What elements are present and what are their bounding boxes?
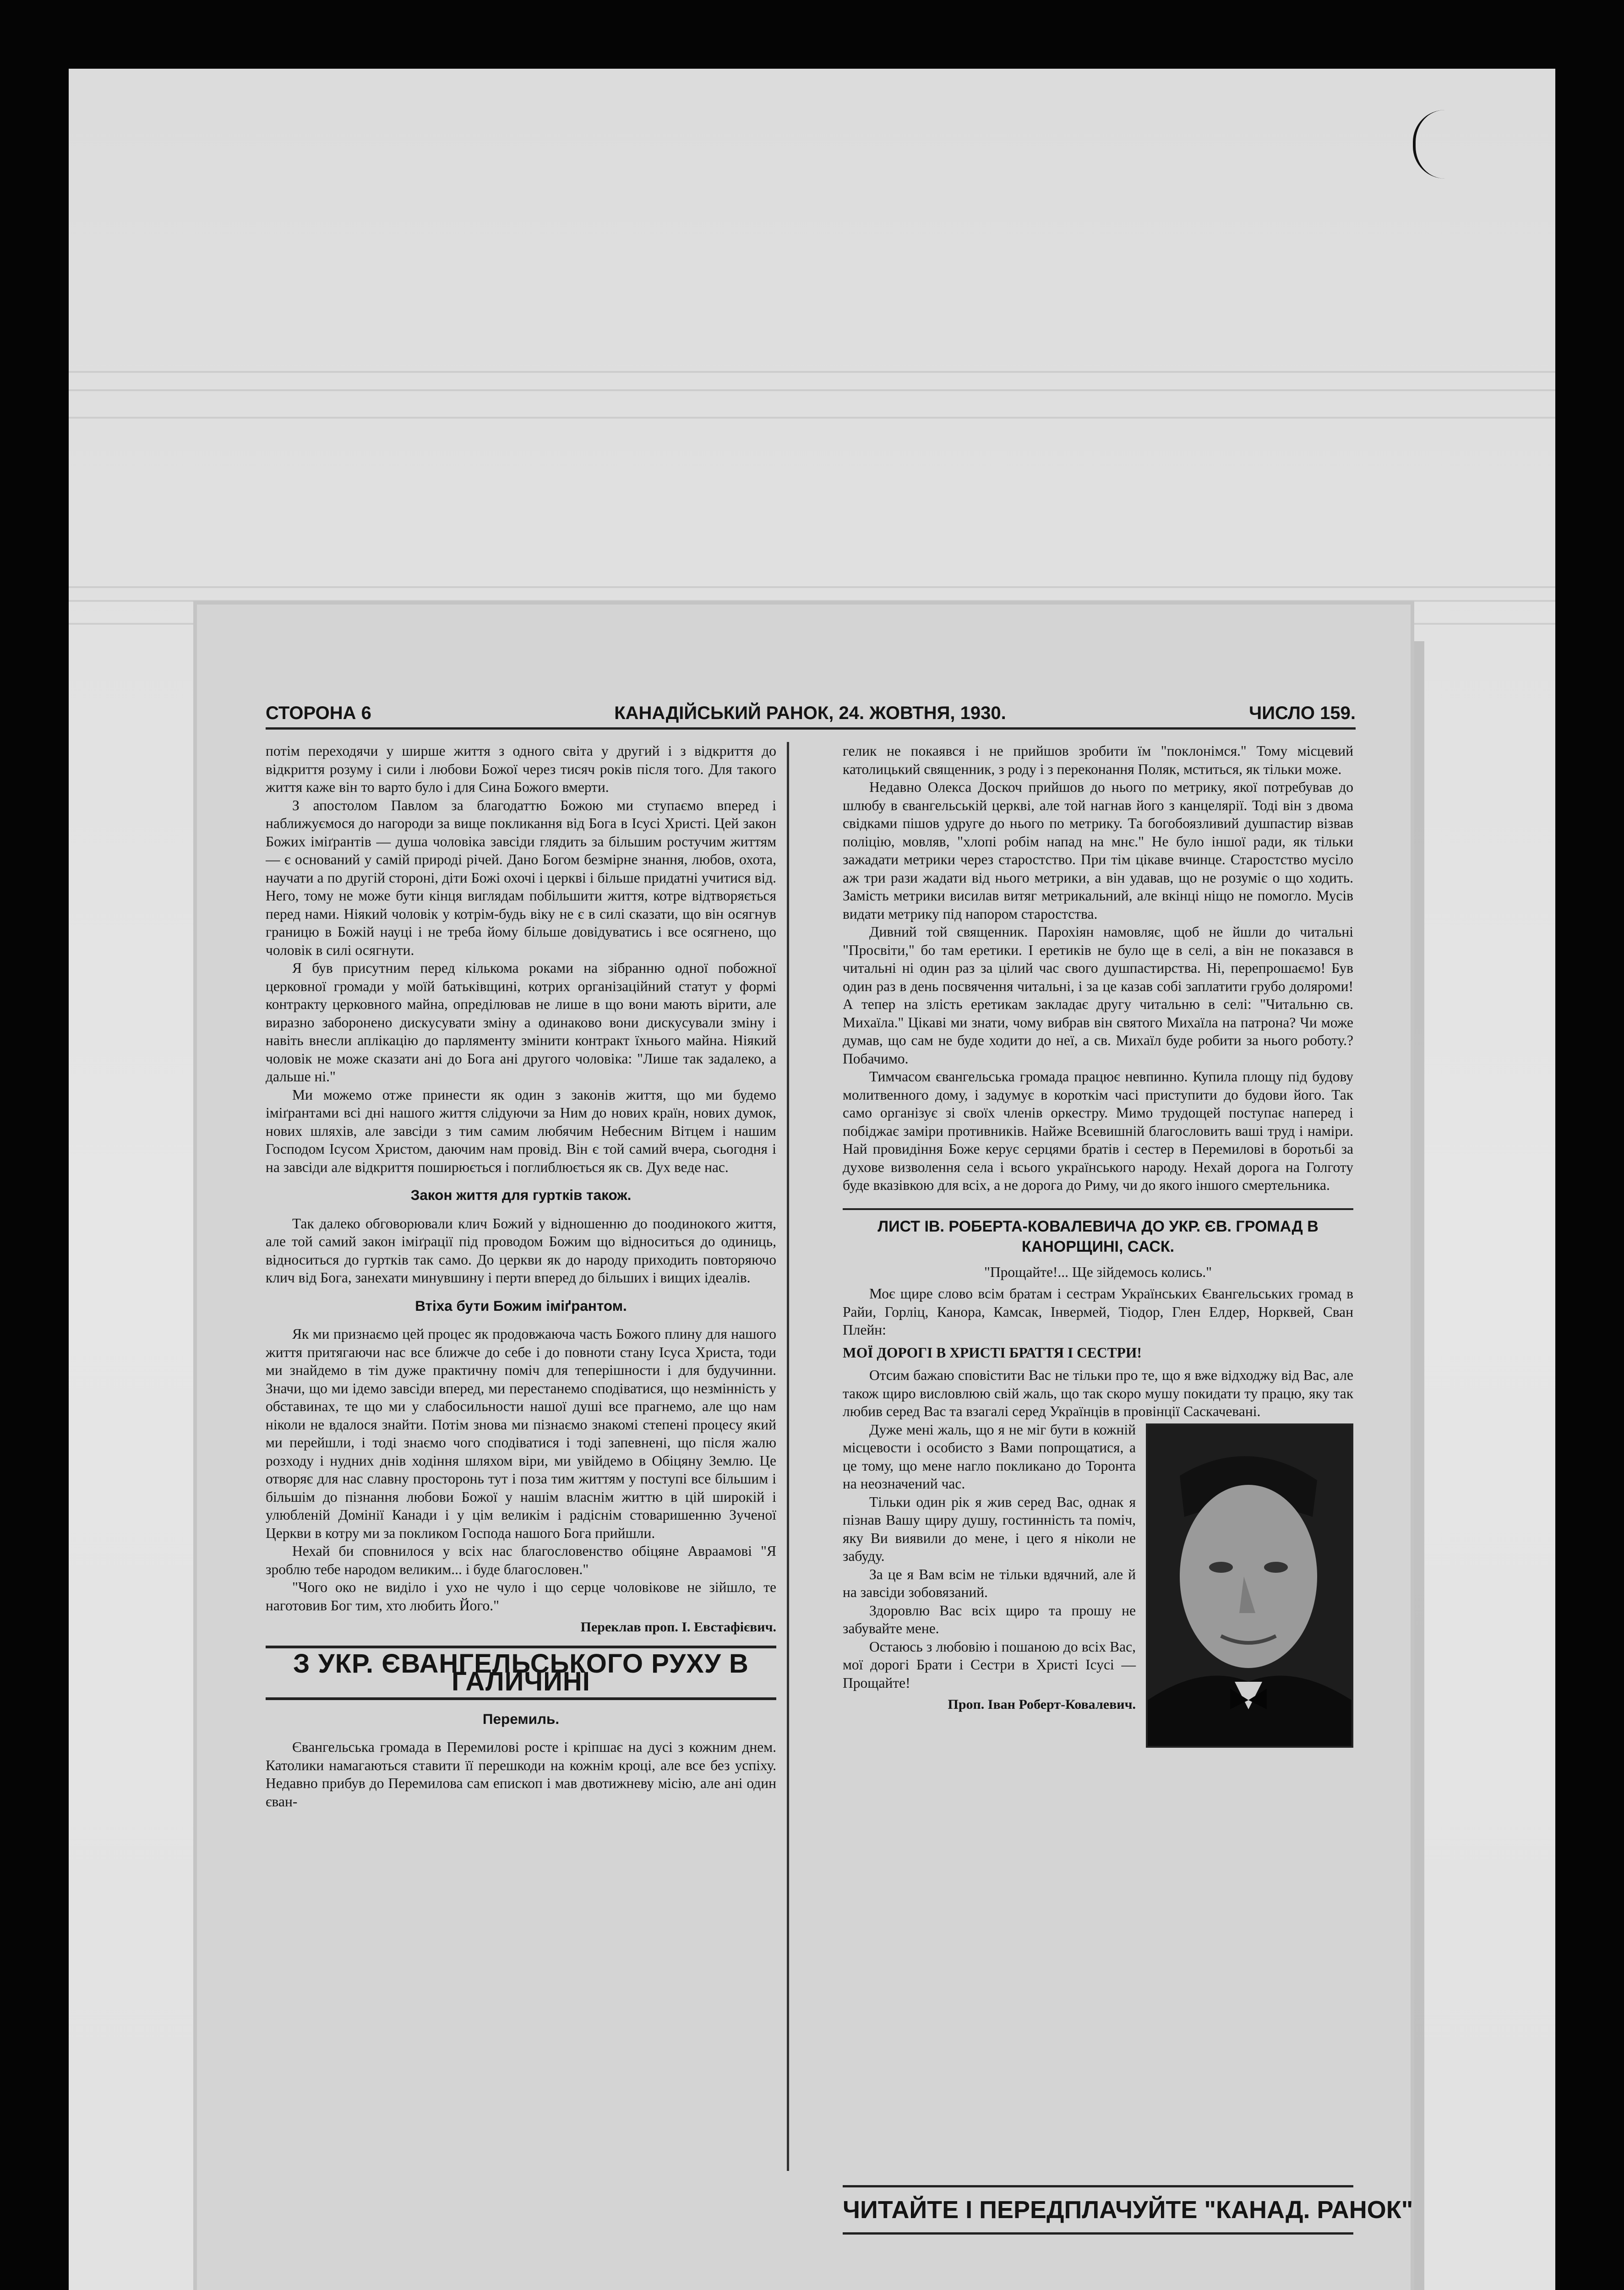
paragraph: Так далеко обговорювали клич Божий у відношенню до поодинокого життя, але той самий закон іміґрації під проводом Божим що відноситься до одиниць, відноситься до гуртків так само. До церкви як до народу приходить повторяючо клич від Бога, занехати минувшину і перти вперед до більших і вищих ідеалів.: [266, 1215, 776, 1286]
paragraph: "Чого око не виділо і ухо не чуло і що серце чоловікове не зійшло, те наготовив Бог тим, хто любить Його.": [266, 1579, 776, 1614]
paragraph: Здоровлю Вас всіх щиро та прошу не забувайте мене.: [843, 1602, 1136, 1636]
scan-line: [69, 600, 1555, 602]
divider: [843, 2232, 1353, 2235]
right-column: [843, 742, 1353, 2171]
scan-line: [69, 417, 1555, 419]
newspaper-title: КАНАДІЙСЬКИЙ РАНОК, 24. ЖОВТНЯ, 1930.: [614, 703, 1006, 723]
paragraph: Дивний той священник. Парохіян намовляє, щоб не йшли до читальні "Просвіти," бо там еретики. І еретиків не було ще в селі, а він не показався в читальні ні один раз за цілий час свого душпастирства. Ні, перепрошаємо! Був один раз в день посвячення читальні, і за це казав собі заплатити грубо доляроми! А тепер на злість еретикам закладає другу читальню в селі: "Читальню св. Михаїла." Цікаві ми знати, чому вибрав він святого Михаїла на патрона? Чи може думав, що сам не буде ходити до неї, а св. Михаїл буде робити за нього роботу.? Побачимо.: [843, 924, 1353, 1067]
paragraph: За це я Вам всім не тільки вдячний, але й на завсіди зобовязаний.: [843, 1566, 1136, 1600]
paragraph: Тимчасом євангельська громада працює невпинно. Купила площу під будову молитвенного дому, і задумує в короткім часі приступити до будови його. Так само організує зі своїх членів оркестру. Мимо трудощей поступає наперед і побіджає заміри противників. Найже Всевишній благословить ваші труд і наміри. Най провидіння Боже керує серцями братів і сестер в Перемилові в боротьбі за духове визволення села і всього українського народу. Нехай дорога на Голготу буде вказівкою для всіх, а не дорога до Риму, чи до якого іншого смертельника.: [843, 1069, 1353, 1193]
section-banner: З УКР. ЄВАНГЕЛЬСЬКОГО РУХУ В ГАЛИЧИНІ: [266, 1646, 776, 1700]
letter-title: ЛИСТ ІВ. РОБЕРТА-КОВАЛЕВИЧА ДО УКР. ЄВ. ГРОМАД В КАНОРЩИНІ, САСК.: [843, 1208, 1353, 1257]
scan-line: [69, 389, 1555, 391]
film-edge-mark: [1413, 110, 1448, 179]
letter-quote: "Прощайте!... Ще зійдемось колись.": [984, 1264, 1212, 1280]
paragraph: гелик не покаявся і не прийшов зробити їм "поклонімся." Тому місцевий католицький священник, з роду і з переконання Поляк, мститься, як тільки може.: [843, 743, 1353, 777]
paragraph: Отсим бажаю сповістити Вас не тільки про те, що я вже відходжу від Вас, але також щиро висловлюю свій жаль, що так скоро мушу покидати ту працю, яку так любив серед Вас та взагалі серед Українців в провінції Саскачевані.: [843, 1367, 1353, 1419]
paragraph: Я був присутним перед кількома роками на зібранню одної побожної церковної громади у моїй батьківщині, котрих організаційний статут у формі контракту церковного майна, опреділював не лише в що вони мають вірити, але виразно заборонено дискусувати зміну а одинаково вони дискусували зміну і навіть внесли аплікацію до парляменту змінити контракт їхнього майна. Ніякий чоловік не може сказати ані до Бога ані другого чоловіка: "Лише так задалеко, а дальше ні.": [266, 960, 776, 1085]
page-number: СТОРОНА 6: [266, 703, 371, 723]
issue-number: ЧИСЛО 159.: [1249, 703, 1356, 723]
subscription-ad-text: ЧИТАЙТЕ І ПЕРЕДПЛАЧУЙТЕ "КАНАД. РАНОК": [843, 2196, 1413, 2224]
paragraph: Нехай би сповнилося у всіх нас благословенство обіцяне Авраамові "Я зроблю тебе народом великим... і буде благословен.": [266, 1543, 776, 1577]
paragraph: З апостолом Павлом за благодаттю Божою ми ступаємо вперед і наближуємося до нагороди за вище покликання від Бога в Ісусі Христі. Цей закон Божих іміґрантів — душа чоловіка завсіди глядить за більшим ростучим життям — є оснований у самій природі річей. Дано Богом безмірне знання, любов, охота, научати а по другій стороні, діти Божі охочі і церкві і більше придатні учитися від. Него, тому не може бути кінця виглядам побільшити життя, котре відтворяється перед нами. Ніякий чоловік у котрім-будь віку не є в силі сказати, що він осягнув границю в Божій науці і не треба йому більше довідуватись і все осягнено, що чоловік в силі осягнути.: [266, 797, 776, 958]
paragraph: Недавно Олекса Доскоч прийшов до нього по метрику, якої потребував до шлюбу в євангельській церкві, але той нагнав його з канцелярії. Тоді він з двома свідками пішов удруге до нього по метрику. Та богобоязливий душпастир візвав поліцію, мовляв, "хлопі робім напад на мнє." Не було іншої ради, як тільки зажадати метрики через старостство. При тім цікаве вчинце. Старостство мусіло аж три рази жадати від нього метрики, а він удавав, що не розуміє о що ходить. Замість метрики висилав витяг метрикальний, але вкінці ніщо не помогло. Мусів видати метрику під напором старостства.: [843, 779, 1353, 922]
column-rule: [787, 742, 789, 2171]
paragraph: Остаюсь з любовію і пошаною до всіх Вас, мої дорогі Брати і Сестри в Христі Ісусі — Прощайте!: [843, 1638, 1136, 1691]
paragraph: Тільки один рік я жив серед Вас, однак я пізнав Вашу щиру душу, гостинність та поміч, яку Ви виявили до мене, і цего я ніколи не забуду.: [843, 1494, 1136, 1564]
page-header: [266, 692, 1356, 730]
newspaper-page: [197, 605, 1411, 2290]
paragraph: Ми можемо отже принести як один з законів життя, що ми будемо іміґрантами всі дні нашого життя слідуючи за Ним до нових країн, нових думок, нових шляхів, але завсіди з тим самим любячим Небесним Вітцем і нашим Господом Ісусом Христом, даючим нам провід. Він є той самий вчера, сьогодня і на завсіди але відкриття поширюється і поглиблюється як св. Дух веде нас.: [266, 1086, 776, 1175]
paragraph: Моє щире слово всім братам і сестрам Українських Євангельських громад в Райи, Горліц, Канора, Камсак, Інвермей, Тіодор, Глен Елдер, Норквей, Сван Плейн:: [843, 1286, 1353, 1338]
left-column: [266, 742, 776, 2171]
scan-line: [69, 586, 1555, 588]
author-portrait: [1146, 1423, 1353, 1748]
dateline: Перемиль.: [482, 1710, 560, 1727]
subheading: Закон життя для гуртків також.: [410, 1187, 632, 1203]
portrait-image: [1148, 1425, 1352, 1746]
subscription-ad: [843, 2171, 1413, 2249]
paragraph: Дуже мені жаль, що я не міг бути в кожній місцевости і особисто з Вами попрощатися, а це тому, що мене нагло покликано до Торонта на неозначений час.: [843, 1421, 1136, 1492]
translator-signature: Переклав проп. І. Евстафієвич.: [580, 1619, 776, 1635]
paragraph: Євангельська громада в Перемилові росте і кріпшає на дусі з кожним днем. Католики намагаються ставити її перешкоди на кожнім кроці, але все без успіху. Недавно прибув до Перемилова сам епископ і мав двотижневу місію, але ані один єван-: [266, 1739, 776, 1810]
scan-line: [69, 371, 1555, 373]
paragraph: потім переходячи у ширше життя з одного світа у другий і з відкриття до відкриття розуму і сили і любови Божої через тисяч років після того. Для такого життя каже він то варто було і для Сина Божого вмерти.: [266, 743, 776, 795]
letter-salutation: МОЇ ДОРОГІ В ХРИСТІ БРАТТЯ І СЕСТРИ!: [843, 1344, 1142, 1361]
author-signature: Проп. Іван Роберт-Ковалевич.: [948, 1697, 1136, 1712]
paragraph: Як ми признаємо цей процес як продовжаюча часть Божого плину для нашого життя притягаючи нас все ближче до себе і до повноти стану Ісуса Христа, тоди ми знайдемо в тім дуже практичну поміч для теперішности і для будучинни. Значи, що ми ідемо завсіди вперед, ми перестанемо сподіватися, що незмінність у обставинах, те що ми у слабосильности нашої душі все прагнемо, але що нам ніколи не вдалося знайти. Потім знова ми пізнаємо знакомі степені процесу який ми перейшли, і тоді знаємо чого сподіватися і тоді запевнені, що після жалю розходу і нудних днів ходіння шляхом віри, ми увійдемо в Обіцяну Землю. Це отворяє для нас славну просторонь тут і поза тим життям у поступі все більшим і більшім до пізнання любови Божої у нашім власнім життю в цій широкій і улюбленій Домінії Канади і у цім великім і радіснім стоваришенню Зученої Церкви в котру ми за покликом Господа нашого Бога прийшли.: [266, 1326, 776, 1541]
subheading: Втіха бути Божим іміґрантом.: [415, 1297, 627, 1314]
